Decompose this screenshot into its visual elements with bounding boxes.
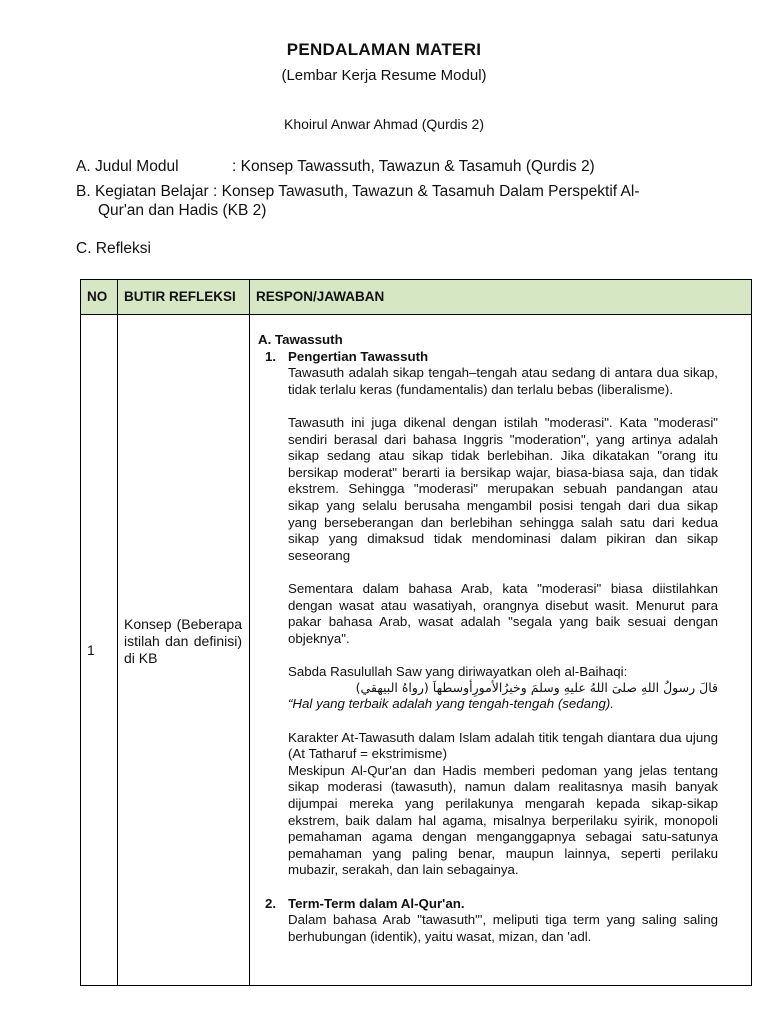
paragraph: Karakter At-Tawasuth dalam Islam adalah titik tengah diantara dua ujung (At Tatharuf = ekstrimisme)	[288, 729, 718, 762]
hadith-translation: “Hal yang terbaik adalah yang tengah-tengah (sedang).	[288, 696, 614, 712]
item-2-heading	[258, 896, 718, 913]
section-a-heading: A. Tawassuth	[258, 332, 343, 347]
item-1-title: Pengertian Tawassuth	[288, 348, 429, 364]
item-1-heading	[258, 349, 718, 366]
header-respon-jawaban: RESPON/JAWABAN	[256, 289, 385, 304]
table-header	[81, 280, 751, 315]
item-2-title: Term-Term dalam Al-Qur'an.	[288, 895, 465, 911]
paragraph: Dalam bahasa Arab "tawasuth"', meliputi tiga term yang saling saling berhubungan (identik), yaitu wasat, mizan, dan 'adl.	[288, 912, 718, 944]
learning-activity-value: : Konsep Tawasuth, Tawazun & Tasamuh Dalam Perspektif Al-	[213, 183, 640, 200]
item-2-body	[258, 912, 718, 945]
butir-cell: Konsep (Beberapa istilah dan definisi) di KB	[124, 616, 242, 666]
item-1-body	[258, 365, 718, 895]
item-2-number: 2.	[265, 895, 277, 911]
column-divider	[249, 280, 250, 985]
column-divider	[117, 280, 118, 985]
response-cell	[258, 332, 718, 945]
reflection-heading: C. Refleksi	[76, 240, 151, 257]
learning-activity-value-cont: Qur'an dan Hadis (KB 2)	[98, 202, 267, 219]
document-subtitle: (Lembar Kerja Resume Modul)	[281, 67, 487, 84]
module-title-value: : Konsep Tawassuth, Tawazun & Tasamuh (Qurdis 2)	[232, 158, 595, 175]
learning-activity-label: B. Kegiatan Belajar	[76, 183, 209, 200]
paragraph: Tawasuth ini juga dikenal dengan istilah "moderasi". Kata "moderasi" sendiri berasal dari bahasa Inggris "moderation", yang artinya adalah sikap sedang atau sikap tidak berlebihan. Jika dikatakan "orang itu bersikap moderat" berarti ia bersikap wajar, biasa-biasa saja, dan tidak ekstrem. Sehingga "moderasi" merupakan sebuah pandangan atau sikap yang selalu berusaha mengambil posisi tengah dari dua sikap yang berseberangan dan berlebihan sehingga salah satu dari kedua sikap yang dimaksud tidak mendominasi dalam pikiran dan sikap seseorang	[288, 414, 718, 563]
learning-activity-row	[76, 182, 746, 220]
header-butir-refleksi: BUTIR REFLEKSI	[124, 289, 236, 304]
module-title-label: A. Judul Modul	[76, 158, 179, 175]
row-number: 1	[87, 642, 95, 658]
item-1-number: 1.	[265, 348, 277, 364]
header-no: NO	[87, 289, 108, 304]
author-name: Khoirul Anwar Ahmad (Qurdis 2)	[284, 116, 484, 132]
paragraph: Sabda Rasulullah Saw yang diriwayatkan oleh al-Baihaqi:	[288, 663, 628, 679]
paragraph: Tawasuth adalah sikap tengah–tengah atau sedang di antara dua sikap, tidak terlalu keras (fundamentalis) dan terlalu bebas (liberalisme).	[288, 365, 718, 397]
arabic-hadith: قالَ رسولُ اللهِ صلىَ اللهُ عليهِ وسلمَ وخيرُالأمورِأوسطهاَ (رواهُ البيهقي)	[355, 680, 718, 696]
reflection-table	[80, 279, 752, 986]
document-title: PENDALAMAN MATERI	[286, 40, 482, 59]
module-title-row	[76, 157, 746, 176]
paragraph: Meskipun Al-Qur'an dan Hadis memberi pedoman yang jelas tentang sikap moderasi (tawasuth), namun dalam realitasnya masih banyak dijumpai mereka yang perilakunya mengarah kepada sikap-sikap ekstrem, baik dalam hal agama, misalnya berperilaku syirik, monopoli pemahaman agama dengan menganggapnya sebagai satu-satunya pemahaman yang paling benar, maupun lainnya, seperti perilaku mubazir, serakah, dan lain sebagainya.	[288, 762, 718, 878]
paragraph: Sementara dalam bahasa Arab, kata "moderasi" biasa diistilahkan dengan wasat atau wasatiyah, orangnya disebut wasit. Menurut para pakar bahasa Arab, wasat adalah "segala yang baik sesuai dengan objeknya".	[288, 580, 718, 646]
